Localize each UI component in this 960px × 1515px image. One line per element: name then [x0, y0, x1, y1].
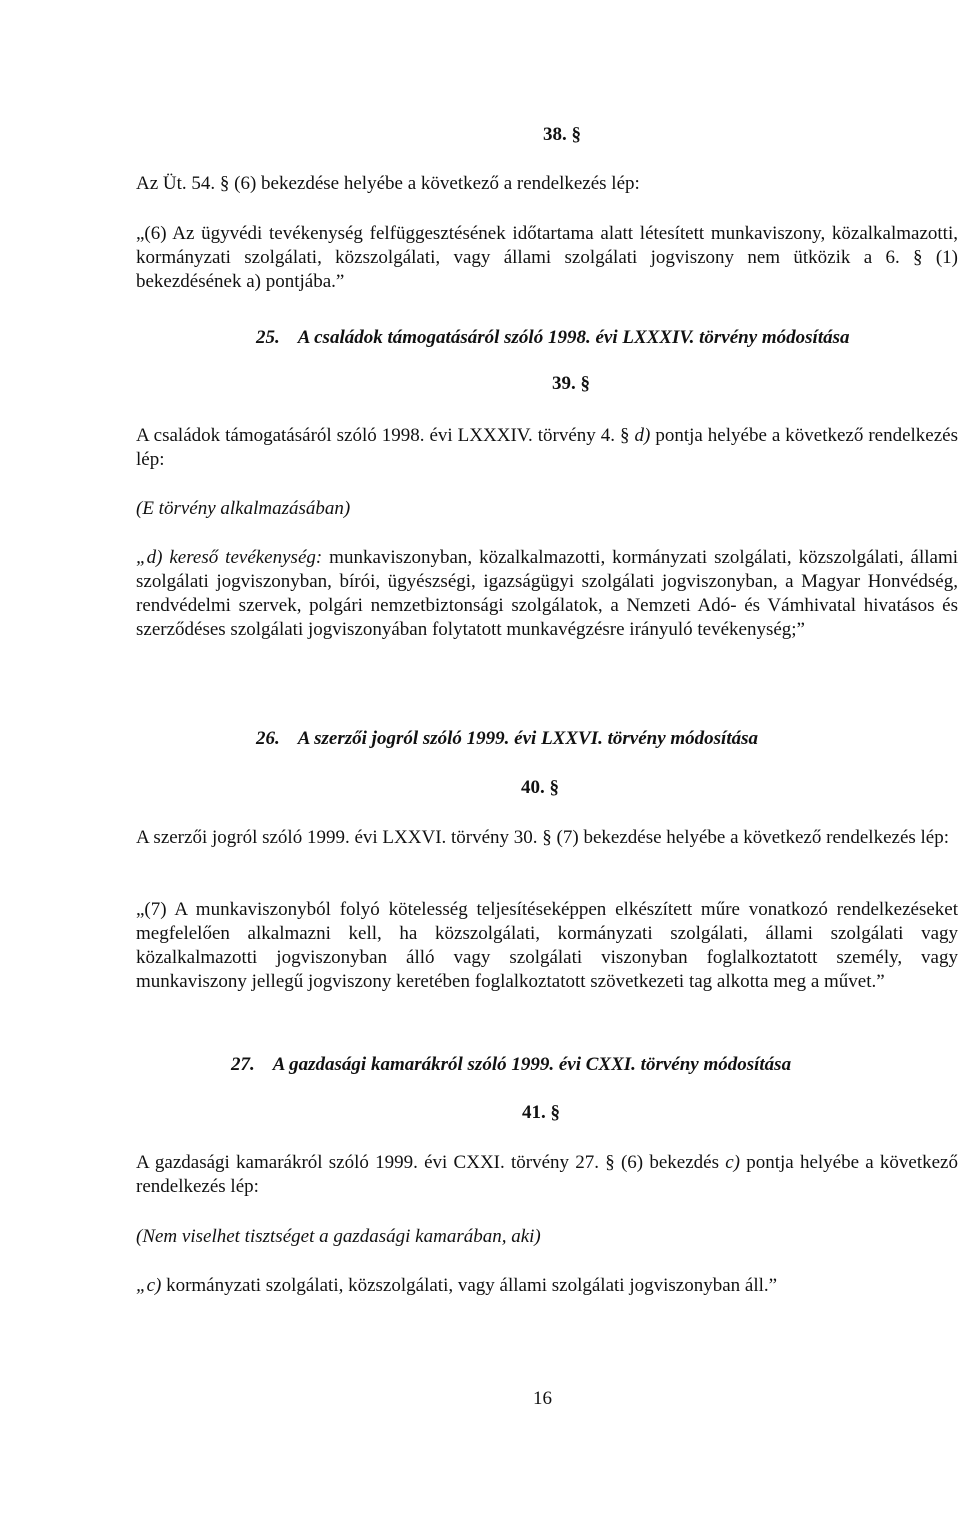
- section-41-quote-point: „c): [136, 1275, 162, 1296]
- chapter-25-number: 25.: [256, 327, 280, 348]
- section-39-intro: [136, 424, 958, 472]
- section-40-intro: A szerzői jogról szóló 1999. évi LXXVI. törvény 30. § (7) bekezdése helyébe a következő rendelkezés lép:: [136, 827, 950, 848]
- chapter-26-heading: [256, 727, 758, 751]
- section-38-quote: „(6) Az ügyvédi tevékenység felfüggesztésének időtartama alatt létesített munkaviszony, közalkalmazotti, kormányzati szolgálati, közszolgálati, vagy állami szolgálati jogviszony nem ütközik a 6. § (1) bekezdésének a) pontjába.”: [136, 223, 958, 292]
- chapter-27-heading: [231, 1053, 791, 1077]
- chapter-27-number: 27.: [231, 1054, 255, 1075]
- section-39-heading: 39. §: [552, 373, 590, 394]
- chapter-25-title: A családok támogatásáról szóló 1998. évi LXXXIV. törvény módosítása: [297, 327, 850, 348]
- section-39-quote-term: „d) kereső tevékenység:: [136, 547, 323, 568]
- section-39-context: (E törvény alkalmazásában): [136, 498, 351, 519]
- section-39-quote: [136, 546, 958, 642]
- section-38-heading: 38. §: [543, 124, 581, 145]
- chapter-26-title: A szerzői jogról szóló 1999. évi LXXVI. törvény módosítása: [297, 728, 759, 749]
- section-39-intro-text-2: pontja helyébe a következő rendelkezés lép:: [136, 425, 958, 470]
- section-40-quote: „(7) A munkaviszonyból folyó kötelesség teljesítéseképpen elkészített műre vonatkozó rendelkezéseket megfelelően alkalmazni kell, ha közszolgálati, kormányzati szolgálati, állami szolgálati vagy közalkalmazotti jogviszonyban álló vagy szolgálati viszonyban foglalkoztatott személy, vagy munkaviszony jellegű jogviszony keretében foglalkoztatott szövetkezeti tag alkotta meg a művet.”: [136, 899, 958, 992]
- section-41-intro-text-2: pontja helyébe a következő rendelkezés lép:: [136, 1152, 958, 1197]
- section-41-quote-text: kormányzati szolgálati, közszolgálati, vagy állami szolgálati jogviszonyban áll.”: [161, 1275, 778, 1296]
- chapter-27-title: A gazdasági kamarákról szóló 1999. évi CXXI. törvény módosítása: [272, 1054, 792, 1075]
- page-number: 16: [533, 1388, 552, 1409]
- chapter-25-heading: [256, 326, 850, 350]
- section-41-context: (Nem viselhet tisztséget a gazdasági kamarában, aki): [136, 1226, 541, 1247]
- section-38-intro: Az Üt. 54. § (6) bekezdése helyébe a következő a rendelkezés lép:: [136, 173, 640, 194]
- section-39-quote-text: munkaviszonyban, közalkalmazotti, kormányzati szolgálati, közszolgálati, állami szolgálati jogviszonyban, bírói, ügyészségi, igazságügyi szolgálati jogviszonyban, a Magyar Honvédség, rendvédelmi szervek, polgári nemzetbiztonsági szolgálatok, a Nemzeti Adó- és Vámhivatal hivatásos és szerződéses szolgálati jogviszonyában folytatott munkavégzésre irányuló tevékenység;”: [136, 547, 958, 640]
- section-41-intro-text-1: A gazdasági kamarákról szóló 1999. évi CXXI. törvény 27. § (6) bekezdés: [136, 1152, 726, 1173]
- section-41-quote: [136, 1274, 958, 1298]
- chapter-26-number: 26.: [256, 728, 280, 749]
- section-39-intro-text-1: A családok támogatásáról szóló 1998. évi LXXXIV. törvény 4. §: [136, 425, 635, 446]
- section-41-heading: 41. §: [522, 1102, 560, 1123]
- section-40-heading: 40. §: [521, 777, 559, 798]
- section-39-intro-point: d): [634, 425, 651, 446]
- section-41-intro-point: c): [725, 1152, 740, 1173]
- section-41-intro: [136, 1151, 958, 1199]
